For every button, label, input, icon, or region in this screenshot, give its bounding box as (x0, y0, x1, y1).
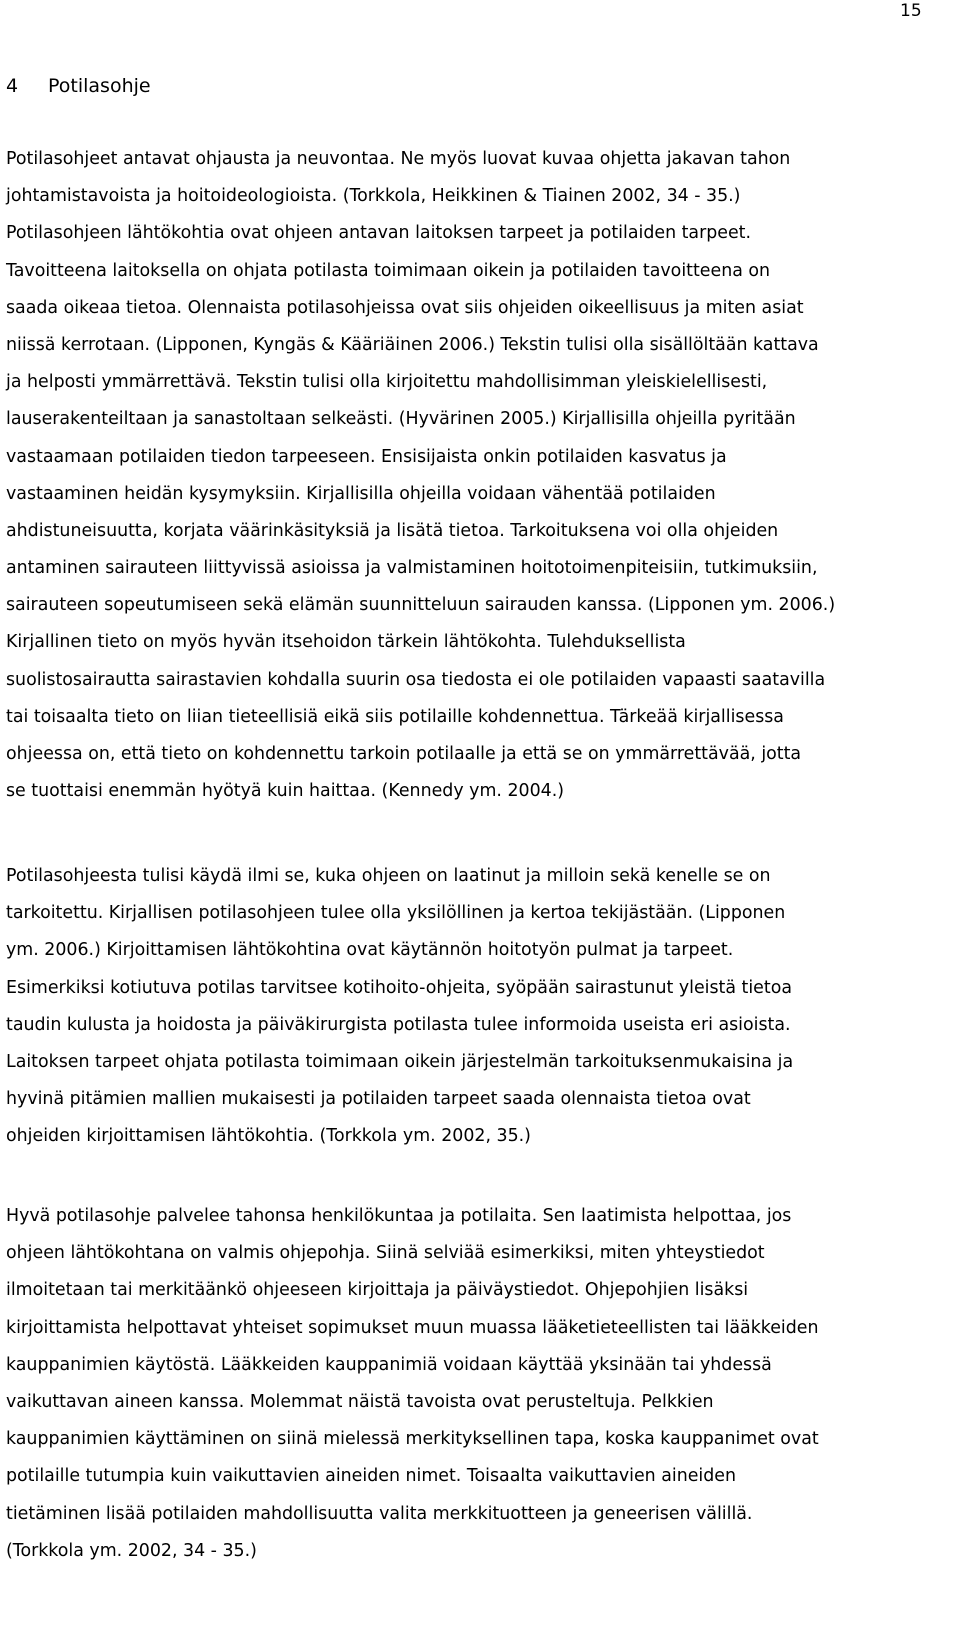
text-line: ohjeiden kirjoittamisen lähtökohtia. (Torkkola ym. 2002, 35.) (6, 1126, 531, 1147)
text-line: kirjoittamista helpottavat yhteiset sopimukset muun muassa lääketieteellisten tai lääkkeiden (6, 1317, 819, 1338)
text-line: vaikuttavan aineen kanssa. Molemmat näistä tavoista ovat perusteltuja. Pelkkien (6, 1391, 714, 1412)
text-line: potilaille tutumpia kuin vaikuttavien aineiden nimet. Toisaalta vaikuttavien aineiden (6, 1466, 737, 1487)
text-line: saada oikeaa tietoa. Olennaista potilasohjeissa ovat siis ohjeiden oikeellisuus ja miten asiat (6, 297, 804, 318)
text-line: lauserakenteiltaan ja sanastoltaan selkeästi. (Hyvärinen 2005.) Kirjallisilla ohjeilla pyritään (6, 409, 796, 430)
text-line: Laitoksen tarpeet ohjata potilasta toimimaan oikein järjestelmän tarkoituksenmukaisina ja (6, 1051, 794, 1072)
text-line: johtamistavoista ja hoitoideologioista. (Torkkola, Heikkinen & Tiainen 2002, 34 - 35.) (6, 186, 741, 207)
section-heading (6, 74, 151, 98)
text-line: (Torkkola ym. 2002, 34 - 35.) (6, 1540, 257, 1561)
text-line: Hyvä potilasohje palvelee tahonsa henkilökuntaa ja potilaita. Sen laatimista helpottaa, jos (6, 1206, 792, 1226)
paragraph-3 (6, 1198, 931, 1570)
text-line: sairauteen sopeutumiseen sekä elämän suunnitteluun sairauden kanssa. (Lipponen ym. 2006.) (6, 595, 836, 616)
text-line: Potilasohjeet antavat ohjausta ja neuvontaa. Ne myös luovat kuvaa ohjetta jakavan tahon (6, 149, 791, 169)
text-line: Tavoitteena laitoksella on ohjata potilasta toimimaan oikein ja potilaiden tavoitteena on (6, 260, 771, 281)
section-title: Potilasohje (48, 75, 151, 97)
text-line: tai toisaalta tieto on liian tieteellisiä eikä siis potilaille kohdennettua. Tärkeää kirjallisessa (6, 706, 784, 727)
text-line: taudin kulusta ja hoidosta ja päiväkirurgista potilasta tulee informoida useista eri asioista. (6, 1014, 791, 1035)
text-line: se tuottaisi enemmän hyötyä kuin haittaa. (Kennedy ym. 2004.) (6, 781, 565, 802)
paragraph-1 (6, 141, 931, 810)
text-line: vastaamaan potilaiden tiedon tarpeeseen. Ensisijaista onkin potilaiden kasvatus ja (6, 446, 727, 467)
text-line: ilmoitetaan tai merkitäänkö ohjeeseen kirjoittaja ja päiväystiedot. Ohjepohjien lisäksi (6, 1280, 749, 1301)
text-line: antaminen sairauteen liittyvissä asioissa ja valmistaminen hoitotoimenpiteisiin, tutkimuksiin, (6, 558, 818, 579)
text-line: hyvinä pitämien mallien mukaisesti ja potilaiden tarpeet saada olennaista tietoa ovat (6, 1089, 751, 1110)
text-line: ja helposti ymmärrettävä. Tekstin tulisi olla kirjoitettu mahdollisimman yleiskielellisesti, (6, 372, 768, 393)
text-line: Esimerkiksi kotiutuva potilas tarvitsee kotihoito-ohjeita, syöpään sairastunut yleistä tietoa (6, 977, 793, 998)
page-number: 15 (900, 1, 922, 21)
text-line: niissä kerrotaan. (Lipponen, Kyngäs & Kääriäinen 2006.) Tekstin tulisi olla sisällöltään kattava (6, 334, 819, 355)
text-line: ahdistuneisuutta, korjata väärinkäsityksiä ja lisätä tietoa. Tarkoituksena voi olla ohjeiden (6, 520, 779, 541)
section-number: 4 (6, 75, 19, 97)
text-line: ohjeen lähtökohtana on valmis ohjepohja. Siinä selviää esimerkiksi, miten yhteystiedot (6, 1243, 765, 1264)
text-line: suolistosairautta sairastavien kohdalla suurin osa tiedosta ei ole potilaiden vapaasti saatavilla (6, 669, 826, 690)
text-line: Potilasohjeesta tulisi käydä ilmi se, kuka ohjeen on laatinut ja milloin sekä kenelle se on (6, 866, 771, 886)
text-line: kauppanimien käyttäminen on siinä mielessä merkityksellinen tapa, koska kauppanimet ovat (6, 1429, 819, 1450)
text-line: tarkoitettu. Kirjallisen potilasohjeen tulee olla yksilöllinen ja kertoa tekijästään. (Lipponen (6, 903, 786, 924)
text-line: kauppanimien käytöstä. Lääkkeiden kauppanimiä voidaan käyttää yksinään tai yhdessä (6, 1354, 772, 1375)
text-line: tietäminen lisää potilaiden mahdollisuutta valita merkkituotteen ja geneerisen välillä. (6, 1503, 753, 1524)
text-line: Potilasohjeen lähtökohtia ovat ohjeen antavan laitoksen tarpeet ja potilaiden tarpeet. (6, 223, 752, 244)
text-line: ohjeessa on, että tieto on kohdennettu tarkoin potilaalle ja että se on ymmärrettävää, jotta (6, 744, 802, 764)
text-line: Kirjallinen tieto on myös hyvän itsehoidon tärkein lähtökohta. Tulehduksellista (6, 632, 686, 653)
text-line: vastaaminen heidän kysymyksiin. Kirjallisilla ohjeilla voidaan vähentää potilaiden (6, 483, 716, 504)
text-line: ym. 2006.) Kirjoittamisen lähtökohtina ovat käytännön hoitotyön pulmat ja tarpeet. (6, 940, 734, 961)
paragraph-2 (6, 858, 931, 1156)
